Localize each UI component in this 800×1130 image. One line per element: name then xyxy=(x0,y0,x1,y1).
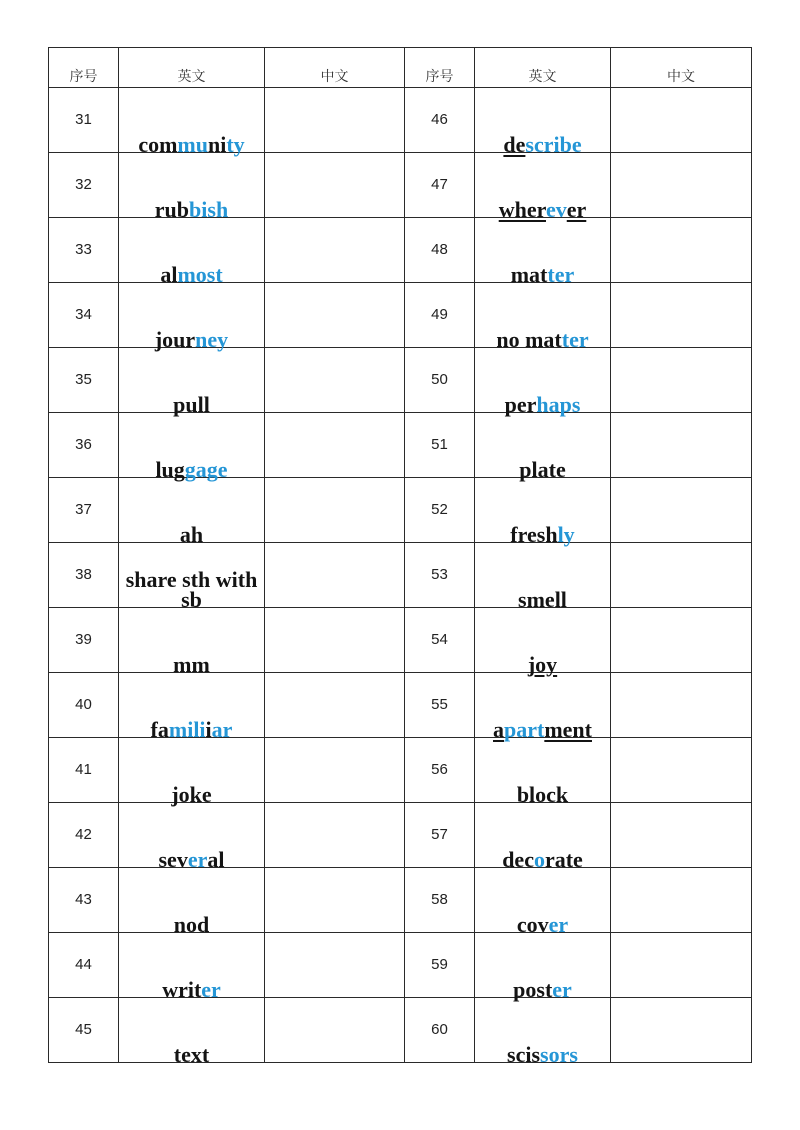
seq-number-label: 41 xyxy=(75,761,92,778)
word-segment: bish xyxy=(189,197,229,222)
english-word-cell-right xyxy=(475,803,611,872)
word-segment: dec xyxy=(502,847,534,872)
word-segment: part xyxy=(504,717,545,742)
table-row xyxy=(49,933,752,998)
seq-number-right xyxy=(405,673,475,738)
english-word-cell-right xyxy=(475,543,611,612)
seq-number-label: 35 xyxy=(75,371,92,388)
chinese-answer-cell-right[interactable] xyxy=(611,673,752,738)
word-segment: mili xyxy=(168,717,206,742)
seq-number-label: 47 xyxy=(431,176,448,193)
table-row xyxy=(49,88,752,153)
english-word-cell-right xyxy=(475,88,611,157)
word-segment: rub xyxy=(154,197,190,222)
word-segment: de xyxy=(503,132,526,157)
seq-number-left xyxy=(49,868,119,933)
seq-number-right xyxy=(405,218,475,283)
seq-number-left xyxy=(49,218,119,283)
table-row xyxy=(49,348,752,413)
english-word-cell-right xyxy=(475,933,611,1002)
chinese-answer-cell-left[interactable] xyxy=(265,413,405,478)
word-segment: i xyxy=(205,717,212,742)
word-segment: ah xyxy=(179,522,204,547)
english-word xyxy=(121,1044,262,1065)
word-segment: joke xyxy=(171,782,212,807)
chinese-answer-cell-right[interactable] xyxy=(611,998,752,1063)
word-segment: scribe xyxy=(525,132,582,157)
word-segment: ty xyxy=(226,132,245,157)
english-word-cell-left xyxy=(119,933,265,1002)
seq-number-right xyxy=(405,88,475,153)
word-segment: scis xyxy=(507,1042,541,1067)
chinese-answer-cell-left[interactable] xyxy=(265,218,405,283)
seq-number-right xyxy=(405,998,475,1063)
seq-number-left xyxy=(49,738,119,803)
english-word-cell-left xyxy=(119,673,265,742)
chinese-answer-cell-right[interactable] xyxy=(611,218,752,283)
header-chinese-right: 中文 xyxy=(611,48,752,88)
word-segment: er xyxy=(201,977,221,1002)
seq-number-left xyxy=(49,543,119,608)
english-word-cell-left xyxy=(119,543,265,612)
seq-number-label: 40 xyxy=(75,696,92,713)
seq-number-label: 37 xyxy=(75,501,92,518)
seq-number-label: 49 xyxy=(431,306,448,323)
english-word-cell-left xyxy=(119,348,265,417)
seq-number-label: 39 xyxy=(75,631,92,648)
table-row xyxy=(49,608,752,673)
word-segment: fa xyxy=(150,717,169,742)
seq-number-label: 44 xyxy=(75,956,92,973)
word-segment: er xyxy=(187,847,208,872)
chinese-answer-cell-right[interactable] xyxy=(611,803,752,868)
seq-number-left xyxy=(49,153,119,218)
word-segment: rate xyxy=(544,847,583,872)
english-word-cell-left xyxy=(119,738,265,807)
word-segment: com xyxy=(138,132,178,157)
chinese-answer-cell-left[interactable] xyxy=(265,998,405,1063)
word-segment: ment xyxy=(544,717,592,742)
seq-number-label: 55 xyxy=(431,696,448,713)
vocabulary-table xyxy=(48,47,752,1067)
chinese-answer-cell-left[interactable] xyxy=(265,803,405,868)
word-segment: fresh xyxy=(510,522,558,547)
seq-number-right xyxy=(405,348,475,413)
word-segment: mat xyxy=(510,262,548,287)
seq-number-left xyxy=(49,998,119,1063)
seq-number-left xyxy=(49,478,119,543)
english-word-cell-left xyxy=(119,413,265,482)
word-segment: mm xyxy=(173,652,210,677)
english-word-cell-right xyxy=(475,673,611,742)
word-segment: wher xyxy=(498,197,546,222)
chinese-answer-cell-left[interactable] xyxy=(265,543,405,608)
chinese-answer-cell-left[interactable] xyxy=(265,348,405,413)
word-segment: gage xyxy=(184,457,228,482)
seq-number-right xyxy=(405,608,475,673)
chinese-answer-cell-right[interactable] xyxy=(611,478,752,543)
chinese-answer-cell-left[interactable] xyxy=(265,933,405,998)
seq-number-label: 43 xyxy=(75,891,92,908)
seq-number-label: 33 xyxy=(75,241,92,258)
word-segment: smell xyxy=(518,587,567,612)
chinese-answer-cell-right[interactable] xyxy=(611,868,752,933)
english-word-cell-right xyxy=(475,738,611,807)
seq-number-label: 31 xyxy=(75,111,92,128)
vocabulary-sheet xyxy=(48,47,752,1067)
seq-number-label: 58 xyxy=(431,891,448,908)
seq-number-right xyxy=(405,283,475,348)
seq-number-label: 53 xyxy=(431,566,448,583)
word-segment: post xyxy=(513,977,553,1002)
chinese-answer-cell-right[interactable] xyxy=(611,413,752,478)
chinese-answer-cell-right[interactable] xyxy=(611,348,752,413)
word-segment: no mat xyxy=(496,327,562,352)
word-segment: writ xyxy=(162,977,202,1002)
chinese-answer-cell-right[interactable] xyxy=(611,738,752,803)
seq-number-label: 50 xyxy=(431,371,448,388)
word-segment: text xyxy=(173,1042,210,1067)
seq-number-label: 56 xyxy=(431,761,448,778)
seq-number-right xyxy=(405,153,475,218)
word-segment: jour xyxy=(154,327,196,352)
chinese-answer-cell-left[interactable] xyxy=(265,673,405,738)
chinese-answer-cell-left[interactable] xyxy=(265,88,405,153)
table-row xyxy=(49,738,752,803)
seq-number-right xyxy=(405,738,475,803)
english-word-cell-right xyxy=(475,218,611,287)
seq-number-label: 48 xyxy=(431,241,448,258)
word-segment: most xyxy=(177,262,223,287)
chinese-answer-cell-right[interactable] xyxy=(611,608,752,673)
word-segment: ter xyxy=(547,262,575,287)
seq-number-right xyxy=(405,413,475,478)
header-seq-right: 序号 xyxy=(405,48,475,88)
seq-number-right xyxy=(405,543,475,608)
english-word-cell-right xyxy=(475,348,611,417)
word-segment: sors xyxy=(540,1042,578,1067)
header-row xyxy=(49,48,752,88)
table-row xyxy=(49,153,752,218)
seq-number-label: 32 xyxy=(75,176,92,193)
word-segment: plate xyxy=(519,457,566,482)
seq-number-left xyxy=(49,608,119,673)
word-segment: ev xyxy=(545,197,567,222)
english-word-cell-left xyxy=(119,803,265,872)
english-word-cell-left xyxy=(119,868,265,937)
table-row xyxy=(49,998,752,1063)
seq-number-right xyxy=(405,803,475,868)
table-row xyxy=(49,673,752,738)
seq-number-left xyxy=(49,348,119,413)
seq-number-left xyxy=(49,283,119,348)
seq-number-left xyxy=(49,803,119,868)
chinese-answer-cell-right[interactable] xyxy=(611,283,752,348)
seq-number-left xyxy=(49,88,119,153)
english-word-cell-left xyxy=(119,608,265,677)
seq-number-right xyxy=(405,933,475,998)
english-word-cell-left xyxy=(119,153,265,222)
seq-number-label: 45 xyxy=(75,1021,92,1038)
english-word-cell-left xyxy=(119,478,265,547)
english-word-cell-left xyxy=(119,218,265,287)
word-segment: per xyxy=(504,392,537,417)
word-segment: o xyxy=(533,847,545,872)
seq-number-label: 54 xyxy=(431,631,448,648)
seq-number-left xyxy=(49,413,119,478)
word-segment: ar xyxy=(211,717,233,742)
seq-number-label: 36 xyxy=(75,436,92,453)
chinese-answer-cell-right[interactable] xyxy=(611,88,752,153)
word-segment: mu xyxy=(177,132,208,157)
seq-number-left xyxy=(49,673,119,738)
word-segment: share sth with sb xyxy=(125,567,258,612)
seq-number-label: 51 xyxy=(431,436,448,453)
word-segment: al xyxy=(160,262,178,287)
seq-number-label: 52 xyxy=(431,501,448,518)
word-segment: al xyxy=(207,847,225,872)
table-row xyxy=(49,478,752,543)
seq-number-right xyxy=(405,478,475,543)
header-chinese-left: 中文 xyxy=(265,48,405,88)
word-segment: lug xyxy=(155,457,185,482)
table-row xyxy=(49,218,752,283)
english-word-cell-left xyxy=(119,283,265,352)
chinese-answer-cell-left[interactable] xyxy=(265,153,405,218)
seq-number-label: 60 xyxy=(431,1021,448,1038)
seq-number-right xyxy=(405,868,475,933)
word-segment: block xyxy=(516,782,569,807)
word-segment: haps xyxy=(536,392,581,417)
english-word-cell-right xyxy=(475,608,611,677)
word-segment: ly xyxy=(557,522,575,547)
chinese-answer-cell-left[interactable] xyxy=(265,283,405,348)
word-segment: sev xyxy=(158,847,188,872)
seq-number-label: 38 xyxy=(75,566,92,583)
english-word-cell-right xyxy=(475,153,611,222)
english-word-cell-left xyxy=(119,88,265,157)
chinese-answer-cell-left[interactable] xyxy=(265,868,405,933)
english-word-cell-left xyxy=(119,998,265,1067)
chinese-answer-cell-right[interactable] xyxy=(611,933,752,998)
header-english-left: 英文 xyxy=(119,48,265,88)
word-segment: er xyxy=(566,197,587,222)
chinese-answer-cell-right[interactable] xyxy=(611,153,752,218)
seq-number-label: 59 xyxy=(431,956,448,973)
word-segment: er xyxy=(548,912,569,937)
chinese-answer-cell-left[interactable] xyxy=(265,738,405,803)
word-segment: a xyxy=(493,717,504,742)
word-segment: er xyxy=(552,977,572,1002)
header-english-right: 英文 xyxy=(475,48,611,88)
word-segment: ni xyxy=(207,132,227,157)
english-word-cell-right xyxy=(475,478,611,547)
english-word-cell-right xyxy=(475,413,611,482)
english-word xyxy=(121,567,262,612)
header-seq-left: 序号 xyxy=(49,48,119,88)
word-segment: ter xyxy=(561,327,589,352)
word-segment: ney xyxy=(195,327,229,352)
chinese-answer-cell-right[interactable] xyxy=(611,543,752,608)
word-segment: cov xyxy=(516,912,549,937)
table-row xyxy=(49,868,752,933)
chinese-answer-cell-left[interactable] xyxy=(265,608,405,673)
seq-number-label: 46 xyxy=(431,111,448,128)
seq-number-label: 34 xyxy=(75,306,92,323)
seq-number-label: 57 xyxy=(431,826,448,843)
word-segment: pull xyxy=(173,392,210,417)
word-segment: joy xyxy=(527,652,558,677)
english-word-cell-right xyxy=(475,998,611,1067)
seq-number-label: 42 xyxy=(75,826,92,843)
seq-number-left xyxy=(49,933,119,998)
table-row xyxy=(49,413,752,478)
english-word xyxy=(477,1044,608,1065)
word-segment: nod xyxy=(173,912,210,937)
table-row xyxy=(49,543,752,608)
chinese-answer-cell-left[interactable] xyxy=(265,478,405,543)
vocabulary-table-body xyxy=(49,48,752,1067)
table-row xyxy=(49,803,752,868)
english-word-cell-right xyxy=(475,868,611,937)
table-row xyxy=(49,283,752,348)
english-word-cell-right xyxy=(475,283,611,352)
